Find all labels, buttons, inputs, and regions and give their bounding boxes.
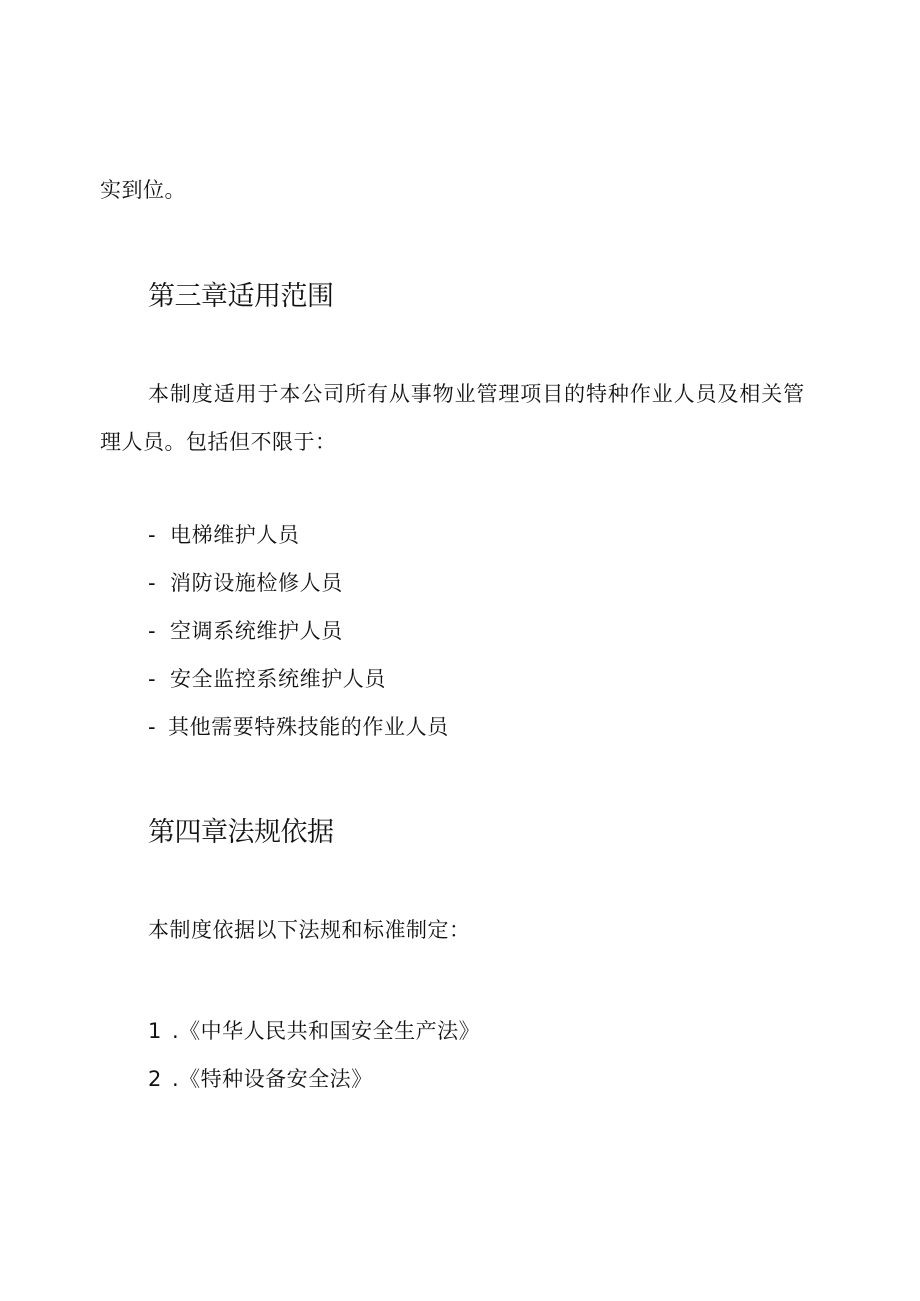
list-item-text: 空调系统维护人员 [170,619,343,643]
list-item [148,520,300,550]
list-item [148,712,449,742]
list-item-text: 其他需要特殊技能的作业人员 [168,715,449,739]
chapter-3-paragraph-line-1: 本制度适用于本公司所有从事物业管理项目的特种作业人员及相关管 [148,382,805,406]
numbered-item [148,1064,373,1094]
numbered-item [148,1016,480,1046]
list-dash: - [148,667,157,691]
list-item-text: 消防设施检修人员 [170,571,343,595]
list-item [148,616,343,646]
list-item-text: 安全监控系统维护人员 [170,667,386,691]
list-item [148,568,343,598]
list-dash: - [148,571,157,595]
chapter-3-title: 第三章适用范围 [148,281,334,312]
list-item-text: 电梯维护人员 [170,523,300,547]
list-dash: - [148,619,157,643]
list-item [148,664,386,694]
item-number: 1 [148,1019,162,1043]
item-text: .《中华人民共和国安全生产法》 [172,1019,481,1043]
item-number: 2 [148,1067,162,1091]
item-text: .《特种设备安全法》 [172,1067,373,1091]
chapter-3-paragraph-line-2: 理人员。包括但不限于： [100,430,337,454]
chapter-4-intro: 本制度依据以下法规和标准制定： [148,918,471,942]
chapter-4-title: 第四章法规依据 [148,817,334,848]
continuation-text: 实到位。 [100,178,186,202]
list-dash: - [148,523,157,547]
list-dash: - [148,715,157,739]
